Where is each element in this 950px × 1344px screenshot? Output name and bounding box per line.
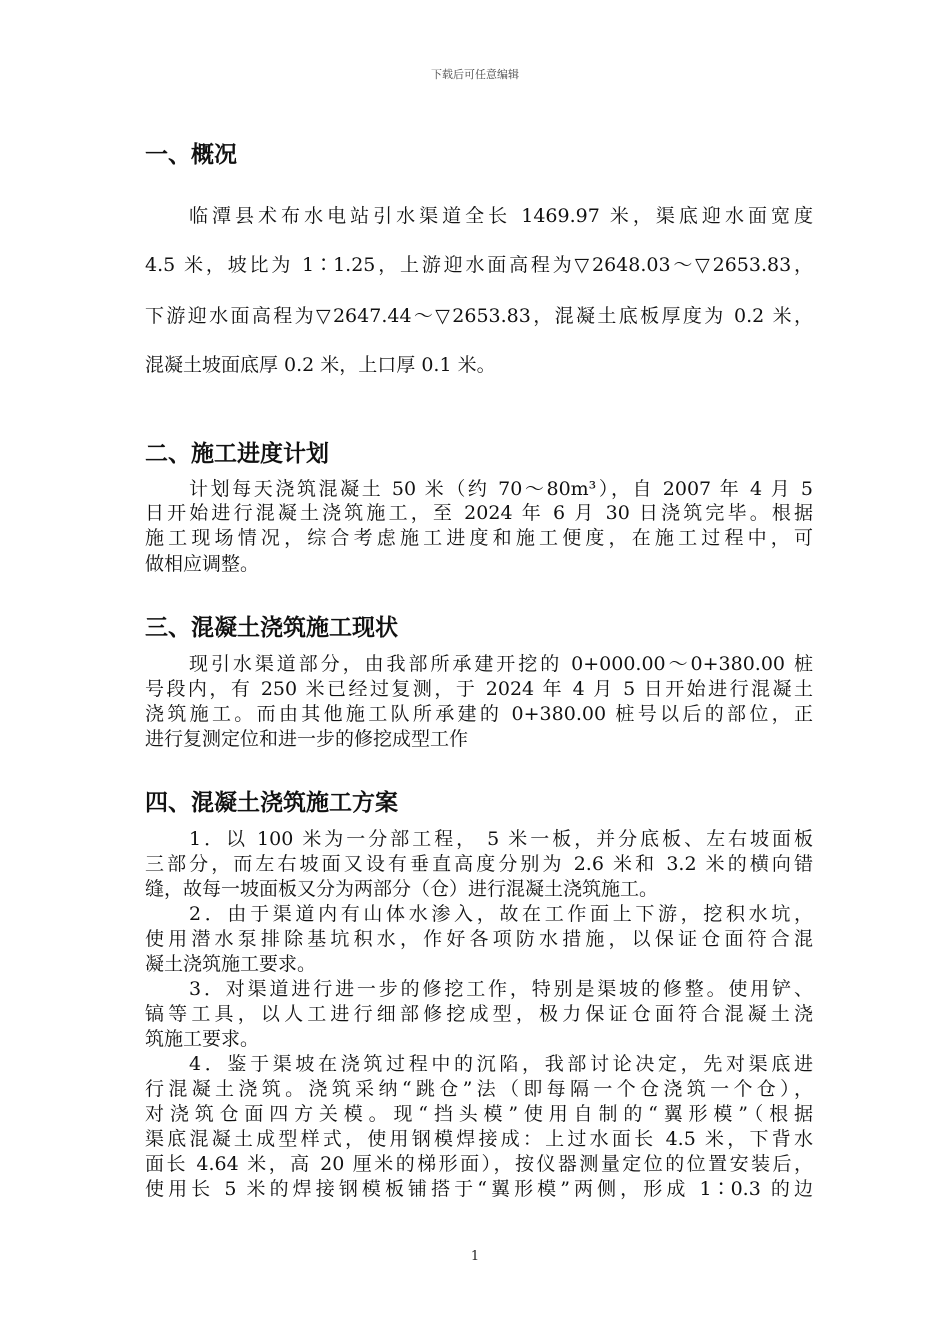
section-heading-status: 三、混凝土浇筑施工现状 [145, 615, 398, 641]
paragraph-line: 使用潜水泵排除基坑积水，作好各项防水措施，以保证仓面符合混 [145, 928, 813, 950]
section-heading-plan: 四、混凝土浇筑施工方案 [145, 790, 398, 816]
page-number: 1 [470, 1249, 480, 1264]
paragraph-line: 现引水渠道部分，由我部所承建开挖的 0+000.00～0+380.00 桩 [189, 653, 813, 675]
paragraph-line: 临潭县术布水电站引水渠道全长 1469.97 米，渠底迎水面宽度 [189, 205, 813, 227]
section-heading-overview: 一、概况 [145, 142, 237, 168]
paragraph-line: 筑施工要求。 [145, 1028, 260, 1050]
paragraph-line: 做相应调整。 [145, 553, 260, 575]
page-header: 下载后可任意编辑 [431, 68, 519, 81]
paragraph-line: 渠底混凝土成型样式，使用钢模焊接成：上过水面长 4.5 米，下背水 [145, 1128, 813, 1150]
paragraph-line: 进行复测定位和进一步的修挖成型工作 [145, 728, 469, 750]
paragraph-line: 4．鉴于渠坡在浇筑过程中的沉陷，我部讨论决定，先对渠底进 [189, 1053, 813, 1075]
paragraph-line: 混凝土坡面底厚 0.2 米，上口厚 0.1 米。 [145, 354, 496, 376]
paragraph-line: 行混凝土浇筑。浇筑采纳“跳仓”法（即每隔一个仓浇筑一个仓）， [145, 1078, 813, 1100]
paragraph-line: 浇筑施工。而由其他施工队所承建的 0+380.00 桩号以后的部位，正 [145, 703, 813, 725]
paragraph-line: 4.5 米，坡比为 1∶1.25，上游迎水面高程为▽2648.03～▽2653.83， [145, 254, 813, 276]
paragraph-line: 使用长 5 米的焊接钢模板铺搭于“翼形模”两侧，形成 1∶0.3 的边 [145, 1178, 813, 1200]
paragraph-line: 镐等工具，以人工进行细部修挖成型，极力保证仓面符合混凝土浇 [145, 1003, 813, 1025]
paragraph-line: 三部分，而左右坡面又设有垂直高度分别为 2.6 米和 3.2 米的横向错 [145, 853, 813, 875]
section-heading-schedule: 二、施工进度计划 [145, 441, 329, 467]
paragraph-line: 缝，故每一坡面板又分为两部分（仓）进行混凝土浇筑施工。 [145, 878, 659, 900]
paragraph-line: 凝土浇筑施工要求。 [145, 953, 317, 975]
paragraph-line: 下游迎水面高程为▽2647.44～▽2653.83，混凝土底板厚度为 0.2 米， [145, 305, 813, 327]
paragraph-line: 对浇筑仓面四方关模。现“挡头模”使用自制的“翼形模”（根据 [145, 1103, 813, 1125]
paragraph-line: 号段内，有 250 米已经过复测，于 2024 年 4 月 5 日开始进行混凝土 [145, 678, 813, 700]
paragraph-line: 面长 4.64 米，高 20 厘米的梯形面），按仪器测量定位的位置安装后， [145, 1153, 813, 1175]
paragraph-line: 1．以 100 米为一分部工程， 5 米一板，并分底板、左右坡面板 [189, 828, 813, 850]
paragraph-line: 2．由于渠道内有山体水渗入，故在工作面上下游，挖积水坑， [189, 903, 813, 925]
paragraph-line: 施工现场情况，综合考虑施工进度和施工便度，在施工过程中，可 [145, 527, 813, 549]
paragraph-line: 日开始进行混凝土浇筑施工，至 2024 年 6 月 30 日浇筑完毕。根据 [145, 502, 813, 524]
paragraph-line: 3．对渠道进行进一步的修挖工作，特别是渠坡的修整。使用铲、 [189, 978, 813, 1000]
paragraph-line: 计划每天浇筑混凝土 50 米（约 70～80m³），自 2007 年 4 月 5 [189, 478, 813, 500]
